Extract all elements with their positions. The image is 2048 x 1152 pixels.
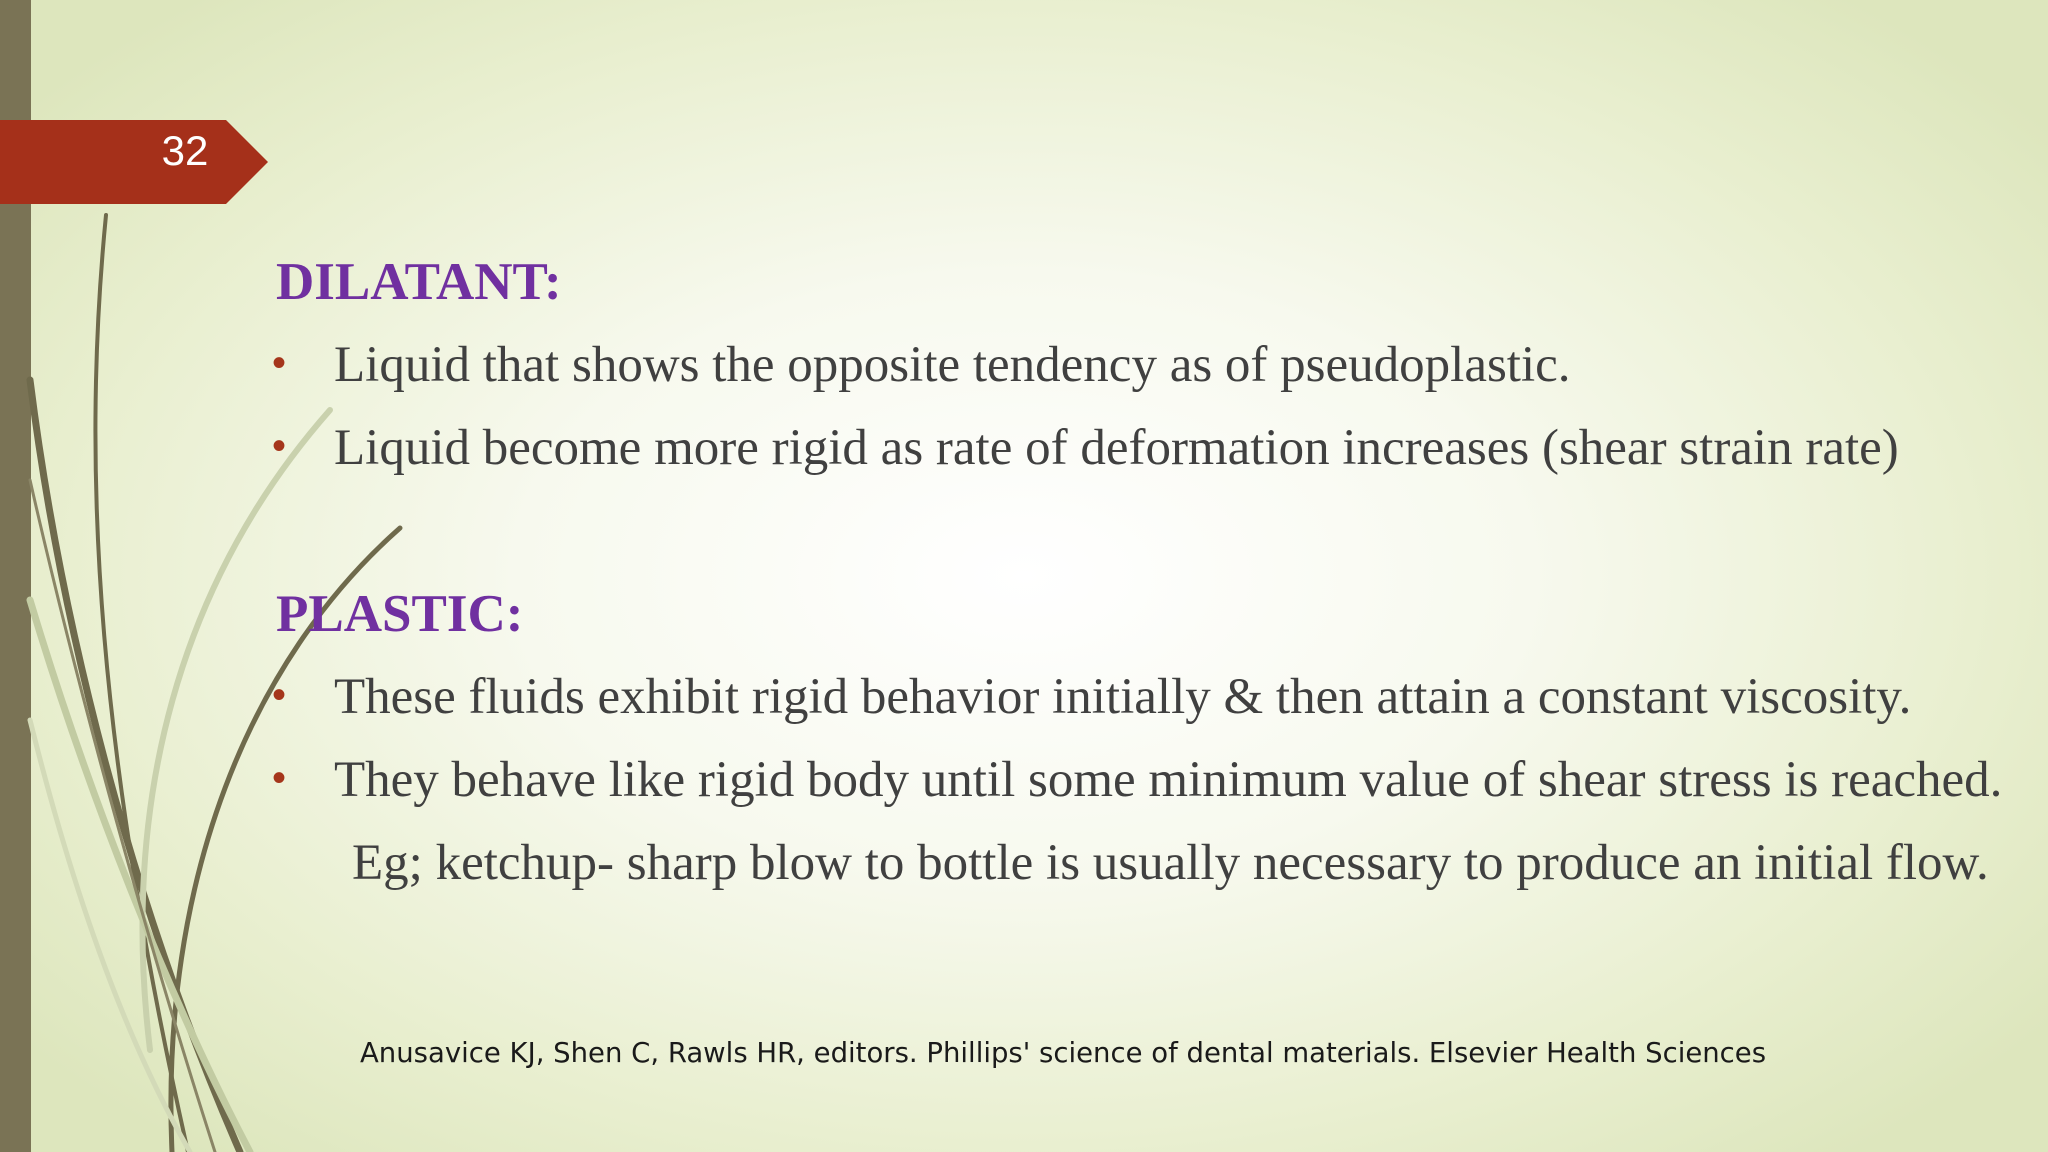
bullet-dot-icon: • [272, 424, 287, 468]
bullet-dot-icon: • [272, 341, 287, 385]
bullet-text: Liquid become more rigid as rate of deformation increases (shear strain rate) [334, 420, 1899, 476]
bullet-dot-icon: • [272, 756, 287, 800]
bullet-text: Liquid that shows the opposite tendency as of pseudoplastic. [334, 337, 1571, 393]
slide-number: 32 [161, 127, 209, 174]
bullet-dot-icon: • [272, 673, 287, 717]
example-text: Eg; ketchup- sharp blow to bottle is usually necessary to produce an initial flow. [352, 835, 1989, 891]
citation: Anusavice KJ, Shen C, Rawls HR, editors. Phillips' science of dental materials. Elsevier Health Sciences [360, 1037, 1767, 1069]
heading-plastic: PLASTIC: [276, 585, 524, 643]
heading-dilatant: DILATANT: [276, 253, 562, 311]
bullet-text: These fluids exhibit rigid behavior initially & then attain a constant viscosity. [334, 669, 1912, 725]
bullet-text: They behave like rigid body until some minimum value of shear stress is reached. [334, 752, 2003, 808]
